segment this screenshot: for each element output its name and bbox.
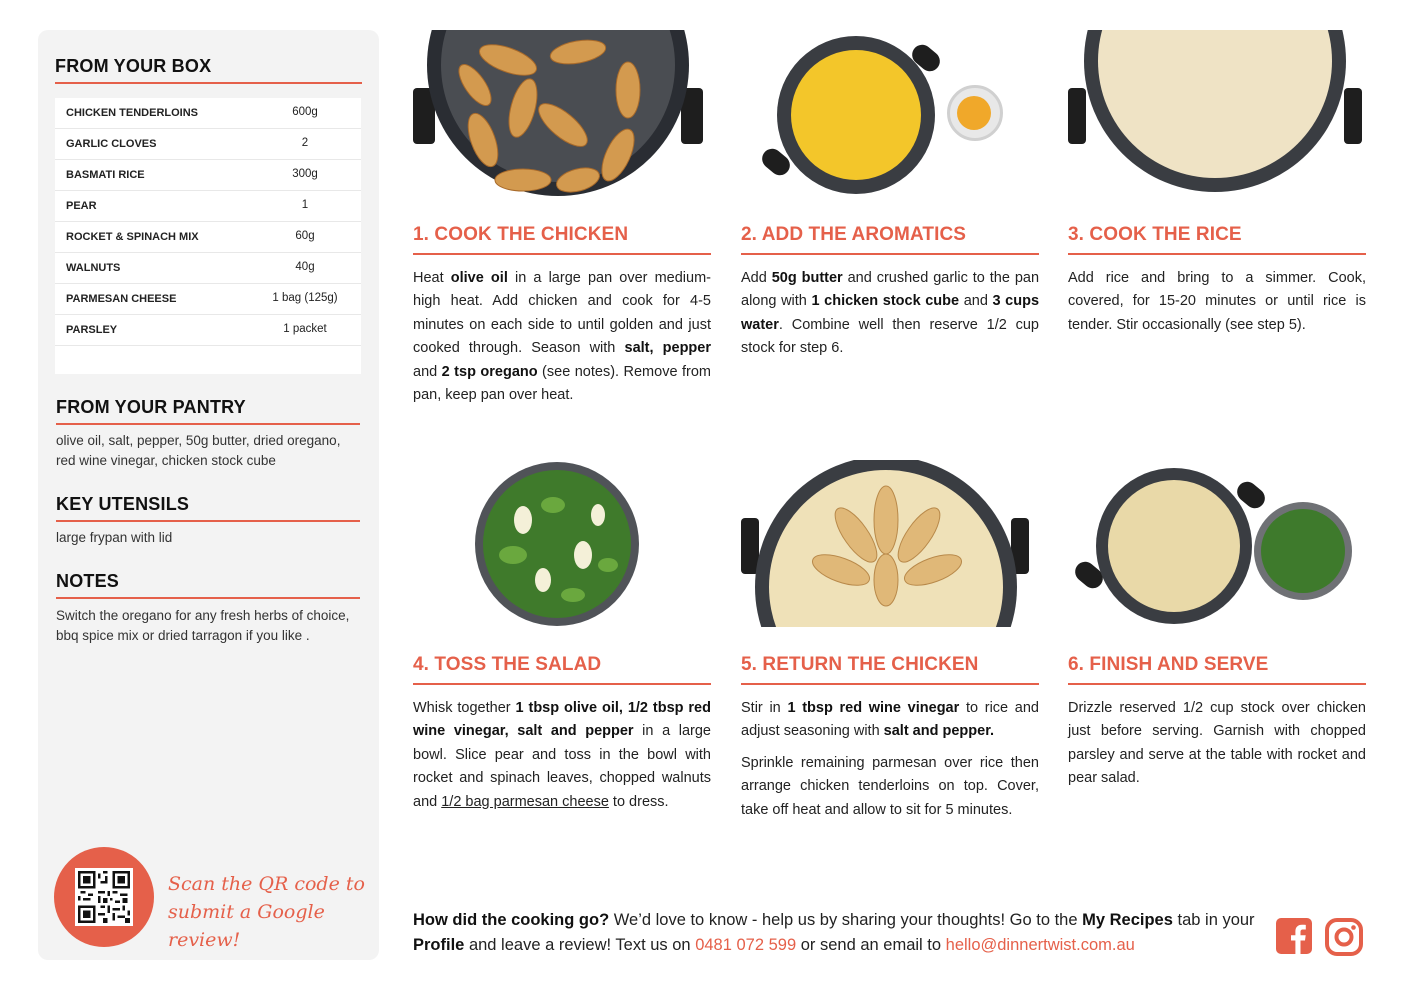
step-2-title: 2. ADD THE AROMATICS [741, 224, 967, 245]
instagram-icon[interactable] [1325, 918, 1363, 956]
step-5-text-2 [741, 752, 1039, 822]
pan-handle [1344, 88, 1362, 144]
chicken-on-rice-image [741, 460, 1031, 627]
table-row [55, 284, 361, 315]
ingredient-qty: 40g [295, 261, 315, 273]
step-3-photo [1068, 30, 1366, 197]
step-5-text [741, 697, 1039, 744]
bold-text: 3 cups water [741, 293, 1040, 333]
text-run: and crushed garlic to the pan along with [741, 270, 1040, 310]
step-4-title: 4. TOSS THE SALAD [413, 654, 602, 675]
step-4-text [413, 697, 711, 814]
qr-text-line-2: submit a Google review! [168, 901, 325, 951]
box-ingredients-table [55, 98, 361, 374]
ingredient-qty: 1 packet [283, 323, 327, 335]
step-1-photo [413, 30, 703, 197]
contact-link[interactable]: 0481 072 599 [695, 936, 797, 954]
text-run: to rice and adjust seasoning with [741, 700, 1039, 740]
step-3-rule [1068, 253, 1366, 255]
pantry-text: olive oil, salt, pepper, 50g butter, dried oregano, red wine vinegar, chicken stock cube [56, 433, 341, 468]
ingredient-qty: 1 bag (125g) [272, 292, 338, 304]
text-run: Heat [413, 270, 451, 286]
ingredient-qty: 2 [301, 137, 309, 149]
text-run: to dress. [608, 793, 669, 810]
step-6-text [1068, 697, 1366, 791]
bold-text: Profile [413, 936, 465, 954]
bold-text: salt, pepper [624, 340, 711, 357]
rice-serving [1108, 480, 1240, 612]
ingredient-name: CHICKEN TENDERLOINS [66, 107, 199, 119]
text-run: Add [741, 270, 772, 286]
text-run: in a large pan over medium-high heat. Add chicken and cook for 4-5 minutes on each side to until golden and just cooked through. Season with [413, 270, 711, 357]
bold-text: My Recipes [1082, 911, 1173, 929]
table-row [55, 98, 361, 129]
table-row [55, 191, 361, 222]
qr-review-callout [168, 870, 379, 954]
text-run: in a large bowl. Slice pear and toss in the bowl with rocket and spinach leaves, chopped walnuts and [413, 723, 711, 810]
step-6-photo [1068, 460, 1366, 627]
notes-heading: NOTES [56, 571, 120, 591]
step-6-rule [1068, 683, 1366, 685]
step-4-rule [413, 683, 711, 685]
box-heading: FROM YOUR BOX [55, 56, 212, 76]
bold-text: 50g butter [771, 270, 843, 286]
utensils-heading-rule [56, 520, 360, 522]
notes-text: Switch the oregano for any fresh herbs of choice, bbq spice mix or dried tarragon if you like . [56, 608, 350, 643]
bold-text: How did the cooking go? [413, 911, 610, 929]
step-3-title: 3. COOK THE RICE [1068, 224, 1242, 245]
ingredient-name: WALNUTS [66, 262, 121, 274]
step-3-text [1068, 267, 1366, 337]
step-1-title: 1. COOK THE CHICKEN [413, 224, 629, 245]
text-run: and [959, 293, 993, 310]
ingredient-name: PARSLEY [66, 324, 118, 336]
box-heading-rule [55, 82, 362, 84]
chicken-tenderloins-image [413, 30, 703, 197]
reserved-stock [957, 96, 991, 130]
text-run: tab in your [1172, 911, 1255, 929]
text-run: We’d love to know - help us by sharing your thoughts! Go to the [609, 911, 1083, 929]
ingredient-qty: 60g [295, 230, 315, 242]
text-run: . Combine well then reserve 1/2 cup stock for step 6. [741, 316, 1039, 357]
utensils-heading: KEY UTENSILS [56, 494, 190, 514]
qr-code-icon[interactable] [75, 868, 133, 926]
pantry-heading-rule [56, 423, 360, 425]
step-1-rule [413, 253, 711, 255]
text-run: 1/2 bag parmesan cheese [441, 793, 609, 810]
ingredient-name: PARMESAN CHEESE [66, 293, 177, 305]
text-run: (see notes). Remove from pan, keep pan over heat. [413, 363, 711, 404]
text-run: Add rice and bring to a simmer. Cook, covered, for 15-20 minutes or until rice is tender. Stir occasionally (see step 5). [1068, 270, 1366, 333]
salad-image [413, 460, 703, 627]
table-row [55, 222, 361, 253]
pan-handle [1068, 88, 1086, 144]
step-5-rule [741, 683, 1039, 685]
ingredient-name: ROCKET & SPINACH MIX [66, 231, 199, 243]
ingredient-qty: 600g [292, 106, 318, 118]
table-row [55, 253, 361, 284]
step-6-title: 6. FINISH AND SERVE [1068, 654, 1269, 675]
step-1-text [413, 267, 711, 407]
text-run: Drizzle reserved 1/2 cup stock over chicken just before serving. Garnish with chopped parsley and serve at the table with rocket and pear salad. [1068, 700, 1366, 787]
bold-text: 2 tsp oregano [441, 363, 538, 380]
table-row [55, 315, 361, 346]
text-run: and [413, 363, 442, 380]
bold-text: salt and pepper. [883, 723, 995, 740]
pantry-heading: FROM YOUR PANTRY [56, 397, 246, 417]
qr-text-line-1: Scan the QR code to [168, 873, 365, 895]
qr-badge [54, 847, 154, 947]
text-run: Stir in [741, 700, 788, 716]
bold-text: 1 tbsp olive oil, 1/2 tbsp red wine vinegar, salt and pepper [413, 700, 711, 740]
text-run: Sprinkle remaining parmesan over rice then arrange chicken tenderloins on top. Cover, take off heat and allow to sit for 5 minutes. [741, 755, 1039, 818]
salad-serving [1261, 509, 1345, 593]
bold-text: 1 tbsp red wine vinegar [787, 700, 960, 716]
step-2-photo [741, 30, 1039, 197]
bold-text: olive oil [450, 270, 508, 286]
step-2-rule [741, 253, 1039, 255]
broth [791, 50, 921, 180]
text-run: or send an email to [796, 936, 946, 954]
step-4-photo [413, 460, 703, 627]
notes-heading-rule [56, 597, 360, 599]
text-run: and leave a review! Text us on [464, 936, 696, 954]
ingredient-qty: 1 [301, 199, 309, 211]
ingredient-name: GARLIC CLOVES [66, 138, 157, 150]
step-5-title: 5. RETURN THE CHICKEN [741, 654, 979, 675]
contact-link[interactable]: hello@dinnertwist.com.au [945, 936, 1135, 954]
ingredient-name: PEAR [66, 200, 97, 212]
step-2-text [741, 267, 1039, 361]
ingredient-name: BASMATI RICE [66, 169, 145, 181]
ingredient-qty: 300g [292, 168, 318, 180]
text-run: Whisk together [413, 700, 516, 716]
facebook-icon[interactable] [1276, 918, 1314, 956]
utensils-text: large frypan with lid [56, 530, 173, 545]
review-footer [413, 908, 1263, 958]
ingredients-sidebar [38, 30, 379, 960]
table-row [55, 160, 361, 191]
bold-text: 1 chicken stock cube [811, 293, 960, 310]
table-row [55, 129, 361, 160]
step-5-photo [741, 460, 1031, 627]
